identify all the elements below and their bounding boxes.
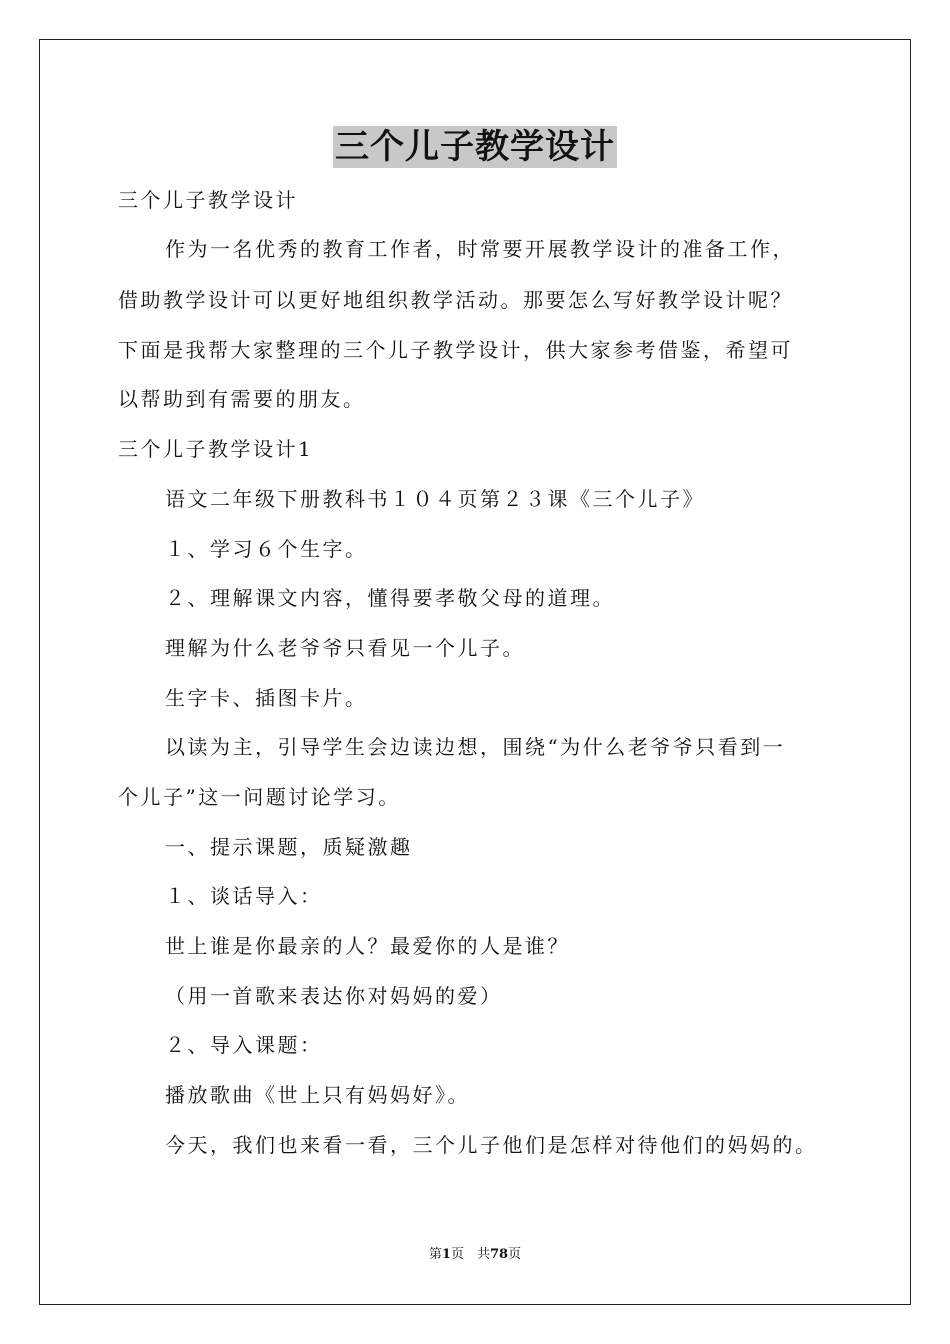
footer-suffix: 页	[508, 1247, 522, 1262]
list-item: １、学习６个生字。	[165, 537, 368, 561]
paragraph-line: 以读为主，引导学生会边读边想，围绕“为什么老爷爷只看到一	[165, 735, 786, 759]
paragraph-line: 今天，我们也来看一看，三个儿子他们是怎样对待他们的妈妈的。	[165, 1133, 818, 1157]
paragraph-line: 世上谁是你最亲的人？最爱你的人是谁？	[165, 934, 570, 958]
total-page-count: 78	[489, 1247, 509, 1262]
paragraph-line: 借助教学设计可以更好地组织教学活动。那要怎么写好教学设计呢？	[118, 288, 793, 312]
subtitle-line: 三个儿子教学设计	[118, 188, 298, 212]
list-item: ２、理解课文内容，懂得要孝敬父母的道理。	[165, 586, 615, 610]
document-title-text: 三个儿子教学设计	[335, 127, 615, 167]
paragraph-line: 生字卡、插图卡片。	[165, 686, 368, 710]
footer-mid: 页 共	[450, 1247, 490, 1262]
list-item: １、谈话导入：	[165, 884, 323, 908]
paragraph-line: 播放歌曲《世上只有妈妈好》。	[165, 1083, 470, 1107]
paragraph-line: 下面是我帮大家整理的三个儿子教学设计，供大家参考借鉴，希望可	[118, 338, 793, 362]
paragraph-line: 作为一名优秀的教育工作者，时常要开展教学设计的准备工作，	[165, 237, 795, 261]
paragraph-line: 语文二年级下册教科书１０４页第２３课《三个儿子》	[165, 487, 705, 511]
page-border	[39, 39, 911, 1305]
section-heading: 三个儿子教学设计1	[118, 437, 314, 461]
section-heading: 一、提示课题，质疑激趣	[165, 835, 413, 859]
paragraph-line: （用一首歌来表达你对妈妈的爱）	[165, 984, 503, 1008]
paragraph-line: 个儿子”这一问题讨论学习。	[118, 785, 401, 809]
document-title	[0, 126, 950, 168]
paragraph-line: 理解为什么老爷爷只看见一个儿子。	[165, 636, 525, 660]
page-footer	[0, 1246, 950, 1264]
list-item: ２、导入课题：	[165, 1033, 323, 1057]
footer-prefix: 第	[428, 1247, 442, 1262]
paragraph-line: 以帮助到有需要的朋友。	[118, 387, 366, 411]
current-page-number: 1	[441, 1247, 451, 1262]
